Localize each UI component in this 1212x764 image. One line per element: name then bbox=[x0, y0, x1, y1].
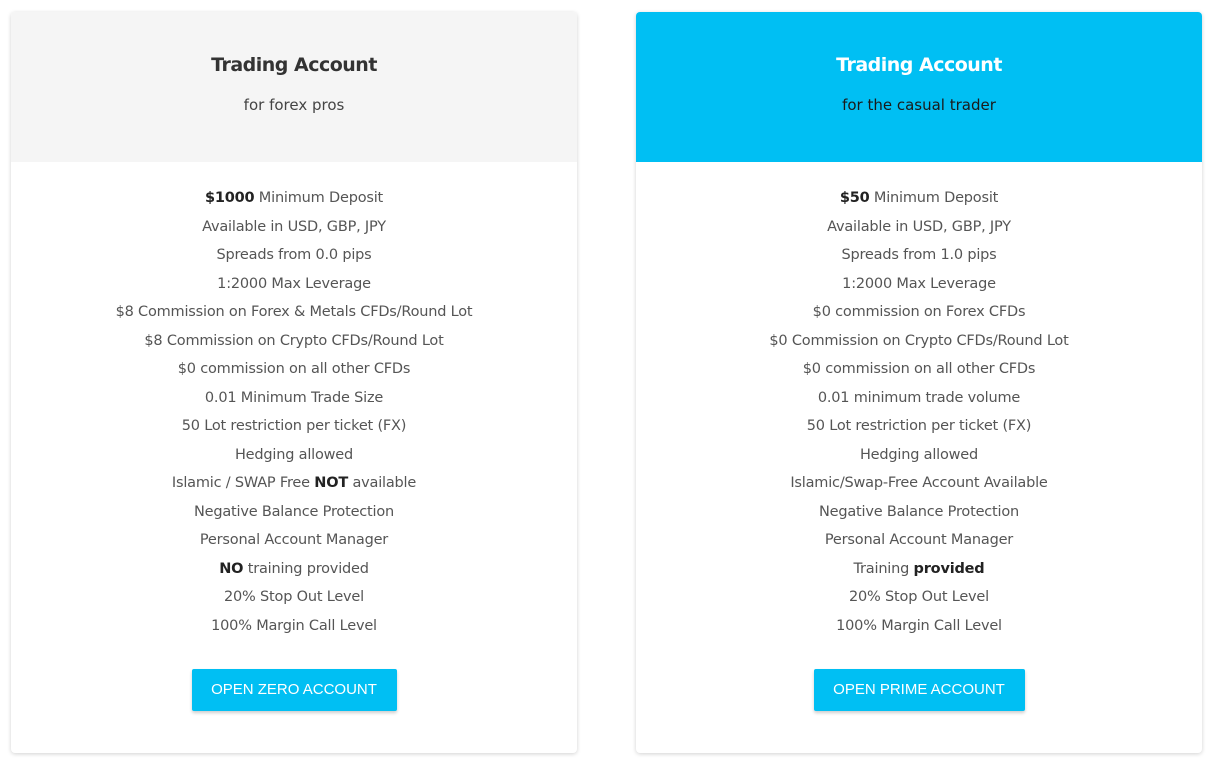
feature-text: Personal Account Manager bbox=[824, 532, 1014, 548]
feature-item bbox=[11, 241, 577, 270]
feature-item bbox=[11, 298, 577, 327]
feature-text: 1:2000 Max Leverage bbox=[217, 275, 371, 292]
feature-item bbox=[636, 298, 1202, 327]
feature-text: Hedging allowed bbox=[234, 446, 354, 463]
card-subtitle: for the casual trader bbox=[842, 96, 996, 114]
feature-emphasis: NO bbox=[219, 560, 244, 577]
feature-text: Personal Account Manager bbox=[199, 532, 389, 548]
feature-item bbox=[636, 241, 1202, 270]
feature-item bbox=[636, 469, 1202, 498]
feature-item bbox=[11, 327, 577, 356]
zero-account-card bbox=[11, 12, 577, 753]
feature-text: Available in USD, GBP, JPY bbox=[827, 218, 1011, 235]
feature-item bbox=[11, 213, 577, 242]
feature-item bbox=[636, 270, 1202, 299]
feature-text: Available in USD, GBP, JPY bbox=[202, 218, 386, 235]
feature-text: $8 Commission on Forex & Metals CFDs/Round Lot bbox=[115, 304, 473, 320]
feature-text: 0.01 minimum trade volume bbox=[817, 389, 1021, 406]
feature-item bbox=[11, 469, 577, 498]
feature-item bbox=[636, 583, 1202, 612]
feature-item bbox=[11, 412, 577, 441]
feature-text: Negative Balance Protection bbox=[193, 503, 395, 520]
feature-text: Spreads from 1.0 pips bbox=[841, 247, 997, 263]
feature-emphasis: $1000 bbox=[204, 190, 255, 206]
feature-item bbox=[11, 355, 577, 384]
open-zero-account-button[interactable]: OPEN ZERO ACCOUNT bbox=[192, 669, 397, 711]
feature-text: Hedging allowed bbox=[859, 446, 979, 463]
feature-text: $0 commission on all other CFDs bbox=[177, 361, 411, 377]
card-header bbox=[11, 12, 577, 162]
feature-emphasis: $50 bbox=[839, 190, 870, 206]
feature-item bbox=[636, 526, 1202, 555]
feature-item bbox=[11, 184, 577, 213]
feature-item bbox=[636, 327, 1202, 356]
feature-item bbox=[11, 270, 577, 299]
feature-text: Training bbox=[853, 560, 914, 577]
feature-text: 20% Stop Out Level bbox=[849, 589, 989, 605]
feature-item bbox=[11, 612, 577, 641]
feature-text: $0 Commission on Crypto CFDs/Round Lot bbox=[769, 332, 1069, 349]
feature-text: 20% Stop Out Level bbox=[224, 589, 364, 605]
feature-item bbox=[636, 184, 1202, 213]
feature-text: 50 Lot restriction per ticket (FX) bbox=[181, 418, 407, 434]
feature-text: training provided bbox=[243, 560, 369, 577]
feature-item bbox=[11, 583, 577, 612]
feature-text: $8 Commission on Crypto CFDs/Round Lot bbox=[144, 332, 444, 349]
feature-item bbox=[636, 213, 1202, 242]
feature-item bbox=[636, 441, 1202, 470]
card-subtitle: for forex pros bbox=[243, 96, 345, 114]
feature-text: Islamic / SWAP Free bbox=[171, 475, 315, 491]
feature-list bbox=[636, 184, 1202, 640]
feature-text: 50 Lot restriction per ticket (FX) bbox=[806, 418, 1032, 434]
card-title: Trading Account bbox=[836, 54, 1002, 76]
feature-item bbox=[636, 412, 1202, 441]
feature-item bbox=[636, 355, 1202, 384]
open-prime-account-button[interactable]: OPEN PRIME ACCOUNT bbox=[814, 669, 1025, 711]
feature-item bbox=[11, 555, 577, 584]
feature-text: 100% Margin Call Level bbox=[836, 617, 1002, 634]
feature-item bbox=[636, 384, 1202, 413]
feature-text: $0 commission on all other CFDs bbox=[802, 361, 1036, 377]
feature-text: Minimum Deposit bbox=[869, 190, 999, 206]
feature-item bbox=[636, 498, 1202, 527]
feature-item bbox=[11, 441, 577, 470]
feature-emphasis: NOT bbox=[314, 475, 349, 491]
card-header bbox=[636, 12, 1202, 162]
feature-emphasis: provided bbox=[913, 560, 985, 577]
feature-item bbox=[11, 526, 577, 555]
feature-text: Islamic/Swap-Free Account Available bbox=[790, 475, 1048, 491]
feature-text: Minimum Deposit bbox=[254, 190, 384, 206]
feature-text: Negative Balance Protection bbox=[818, 503, 1020, 520]
feature-item bbox=[636, 612, 1202, 641]
feature-item bbox=[636, 555, 1202, 584]
prime-account-card bbox=[636, 12, 1202, 753]
feature-text: 100% Margin Call Level bbox=[211, 617, 377, 634]
feature-text: $0 commission on Forex CFDs bbox=[812, 304, 1026, 320]
feature-text: available bbox=[348, 475, 417, 491]
feature-text: 1:2000 Max Leverage bbox=[842, 275, 996, 292]
feature-list bbox=[11, 184, 577, 640]
card-title: Trading Account bbox=[211, 54, 377, 76]
feature-item bbox=[11, 384, 577, 413]
feature-text: 0.01 Minimum Trade Size bbox=[204, 389, 384, 406]
feature-text: Spreads from 0.0 pips bbox=[216, 247, 372, 263]
feature-item bbox=[11, 498, 577, 527]
